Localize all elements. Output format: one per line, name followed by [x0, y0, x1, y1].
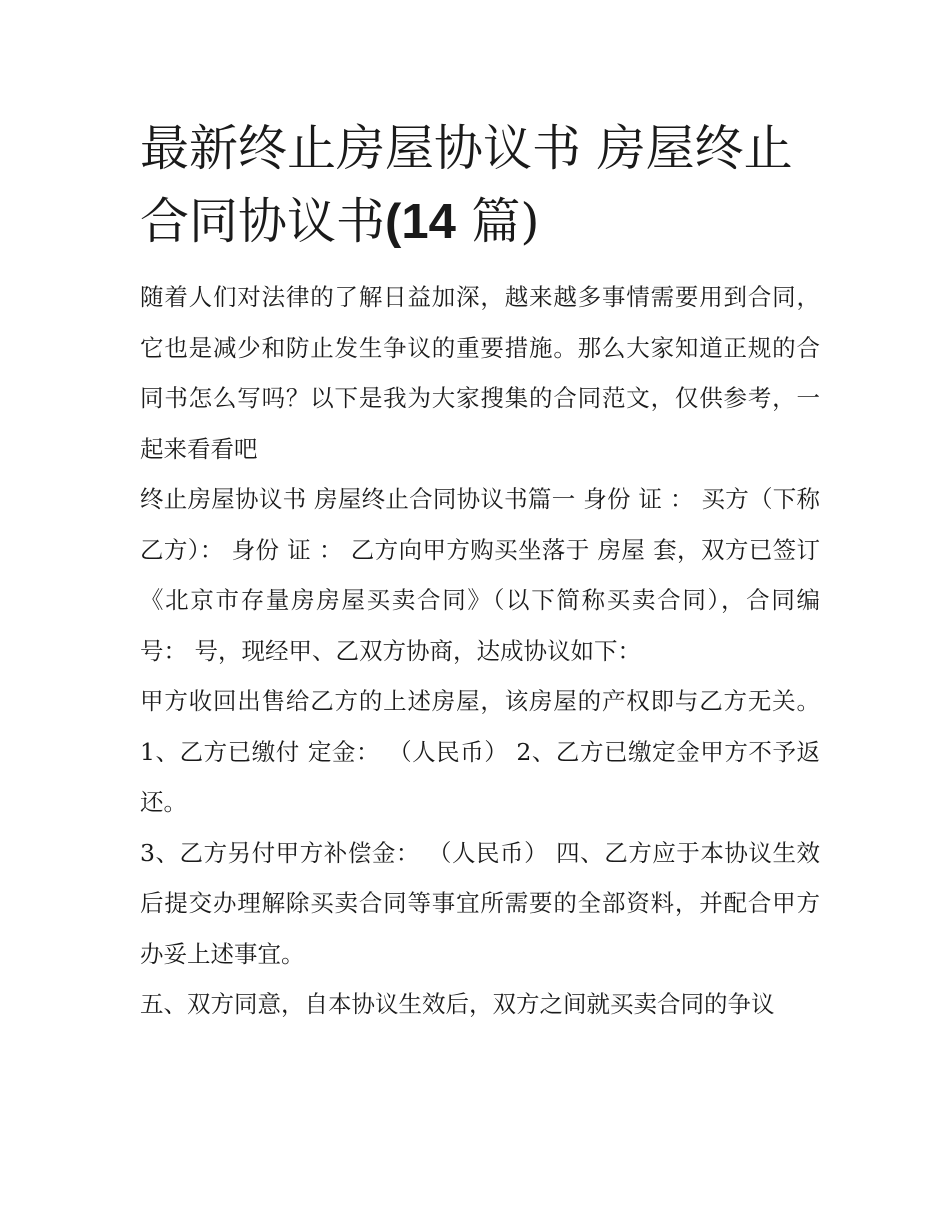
paragraph-agreement-header: 终止房屋协议书 房屋终止合同协议书篇一 身份 证 ： 买方（下称乙方）： 身份 证 ： 乙方向甲方购买坐落于 房屋 套，双方已签订《北京市存量房房屋买卖合同》（以下简称买卖合同），合同编号： 号，现经甲、乙双方协商，达成协议如下：	[140, 485, 820, 665]
paragraph-clause-deposit: 甲方收回出售给乙方的上述房屋，该房屋的产权即与乙方无关。 1、乙方已缴付 定金： （人民币） 2、乙方已缴定金甲方不予返还。	[140, 687, 820, 816]
document-title	[140, 112, 820, 259]
paragraph-intro: 随着人们对法律的了解日益加深，越来越多事情需要用到合同，它也是减少和防止发生争议的重要措施。那么大家知道正规的合同书怎么写吗？以下是我为大家搜集的合同范文，仅供参考，一起来看看吧	[140, 283, 820, 463]
paragraph-clause-compensation: 3、乙方另付甲方补偿金： （人民币） 四、乙方应于本协议生效后提交办理解除买卖合同等事宜所需要的全部资料，并配合甲方办妥上述事宜。	[140, 838, 820, 968]
title-count: (14	[385, 195, 456, 249]
paragraph-clause-dispute: 五、双方同意，自本协议生效后，双方之间就买卖合同的争议	[140, 990, 775, 1018]
document-body	[140, 112, 820, 1030]
title-suffix: 篇)	[455, 193, 540, 250]
title-text: 最新终止房屋协议书 房屋终止合同协议书	[140, 120, 793, 250]
